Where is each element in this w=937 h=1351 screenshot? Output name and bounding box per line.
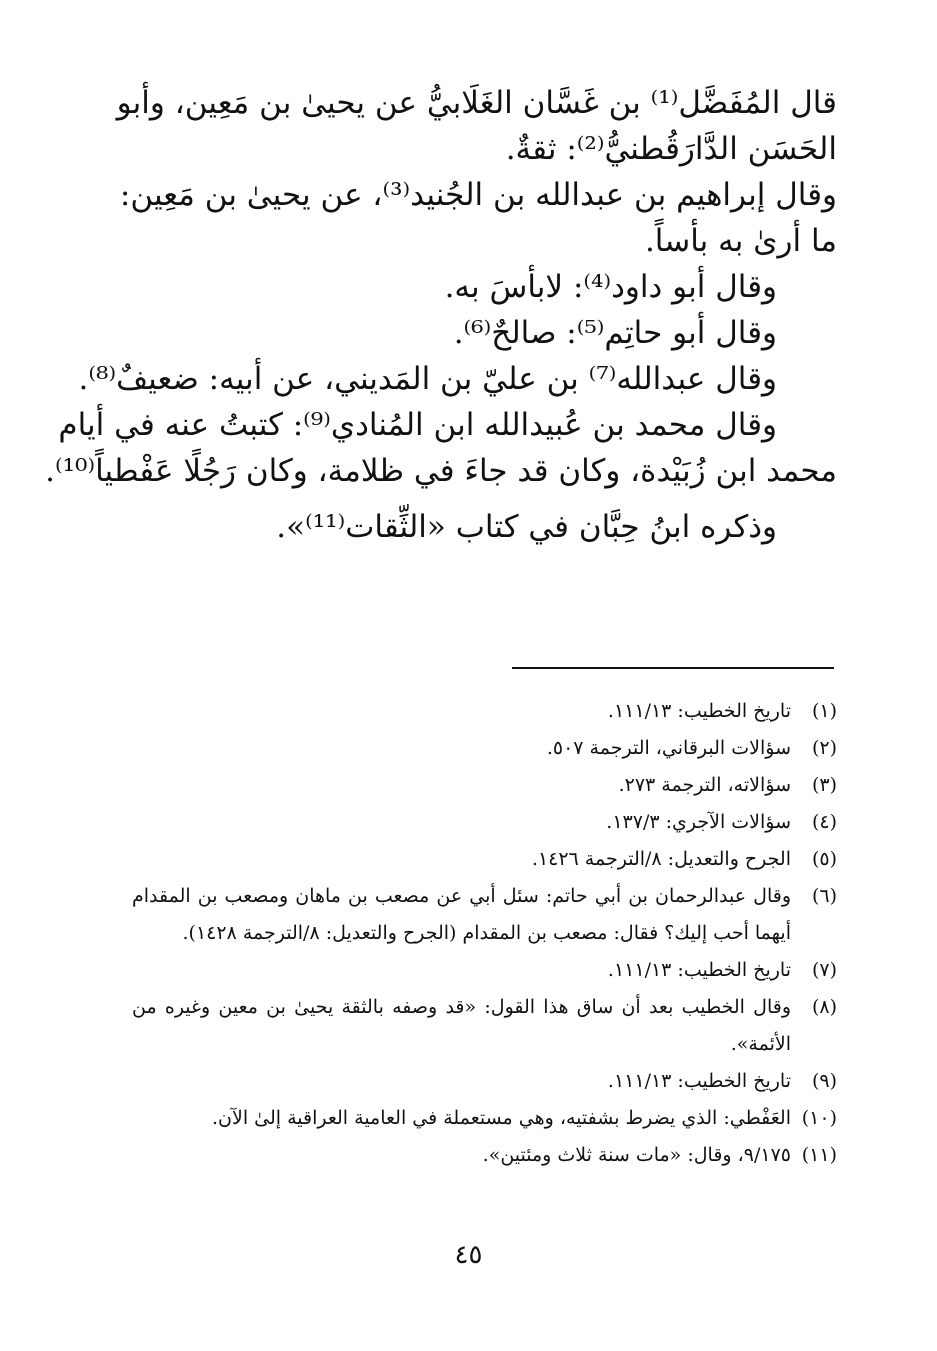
- footnote-text: وقال الخطيب بعد أن ساق هذا القول: «قد وصفه بالثقة يحيىٰ بن معين وغيره من الأئمة».: [132, 996, 791, 1055]
- footnote-number: (١١): [801, 1144, 837, 1166]
- footnote-text: تاريخ الخطيب: ١١١/١٣.: [607, 1070, 791, 1092]
- main-text: [45, 80, 837, 550]
- footnote: [132, 1063, 837, 1100]
- footnote-text: سؤالاته، الترجمة ٢٧٣.: [618, 774, 791, 796]
- footnote: [132, 841, 837, 878]
- footnote: [132, 952, 837, 989]
- text-line: الحَسَن الدَّارَقُطنيُّ⁽²⁾: ثقةٌ.: [505, 131, 837, 167]
- footnote-text: تاريخ الخطيب: ١١١/١٣.: [607, 700, 791, 722]
- footnote-text: ٩/١٧٥، وقال: «مات سنة ثلاث ومئتين».: [482, 1144, 791, 1166]
- footnote: [132, 1100, 837, 1137]
- footnote-number: (١٠): [801, 1107, 837, 1129]
- footnote: [132, 989, 837, 1063]
- footnote-number: (٧): [811, 959, 837, 981]
- footnote-number: (٣): [811, 774, 837, 796]
- text-line: وقال محمد بن عُبيدالله ابن المُنادي⁽⁹⁾: كتبتُ عنه في أيام: [58, 407, 777, 443]
- footnote: [132, 730, 837, 767]
- text-line: وقال أبو داود⁽⁴⁾: لابأسَ به.: [444, 269, 777, 305]
- footnote-text: سؤالات البرقاني، الترجمة ٥٠٧.: [546, 737, 791, 759]
- text-line: ما أرىٰ به بأساً.: [644, 223, 837, 259]
- footnotes: [132, 693, 837, 1174]
- footnote-number: (٦): [811, 885, 837, 907]
- footnote-number: (٤): [811, 811, 837, 833]
- text-line: وذكره ابنُ حِبَّان في كتاب «الثِّقات⁽¹¹⁾».: [276, 509, 777, 545]
- footnote: [132, 804, 837, 841]
- footnote-text: العَفْطي: الذي يضرط بشفتيه، وهي مستعملة في العامية العراقية إلىٰ الآن.: [212, 1107, 791, 1129]
- footnote-text: وقال عبدالرحمان بن أبي حاتم: سئل أبي عن مصعب بن ماهان ومصعب بن المقدام أيهما أحب إليك؟ فقال: مصعب بن المقدام (الجرح والتعديل: ٨/الترجمة ١٤٢٨).: [132, 885, 791, 944]
- footnote-text: سؤالات الآجري: ١٣٧/٣.: [606, 811, 791, 833]
- footnote-number: (٨): [811, 996, 837, 1018]
- footnote-text: الجرح والتعديل: ٨/الترجمة ١٤٢٦.: [531, 848, 791, 870]
- footnote: [132, 1137, 837, 1174]
- footnote: [132, 693, 837, 730]
- text-line: قال المُفَضَّل⁽¹⁾ بن غَسَّان الغَلَابيُّ عن يحيىٰ بن مَعِين، وأبو: [116, 85, 837, 121]
- footnote-number: (٩): [811, 1070, 837, 1092]
- footnote-text: تاريخ الخطيب: ١١١/١٣.: [607, 959, 791, 981]
- text-line: وقال عبدالله⁽⁷⁾ بن عليّ بن المَديني، عن أبيه: ضعيفٌ⁽⁸⁾.: [78, 361, 777, 397]
- footnote-number: (٥): [811, 848, 837, 870]
- text-line: محمد ابن زُبَيْدة، وكان قد جاءَ في ظلامة، وكان رَجُلًا عَفْطياً⁽¹⁰⁾.: [45, 453, 837, 489]
- page-number: ٤٥: [454, 1240, 483, 1270]
- footnote-number: (٢): [811, 737, 837, 759]
- footnote: [132, 767, 837, 804]
- footnote: [132, 878, 837, 952]
- text-line: وقال أبو حاتِم⁽⁵⁾: صالحٌ⁽⁶⁾.: [453, 315, 777, 351]
- footnote-separator: [512, 667, 834, 669]
- footnote-number: (١): [811, 700, 837, 722]
- text-line: وقال إبراهيم بن عبدالله بن الجُنيد⁽³⁾، عن يحيىٰ بن مَعِين:: [119, 177, 837, 213]
